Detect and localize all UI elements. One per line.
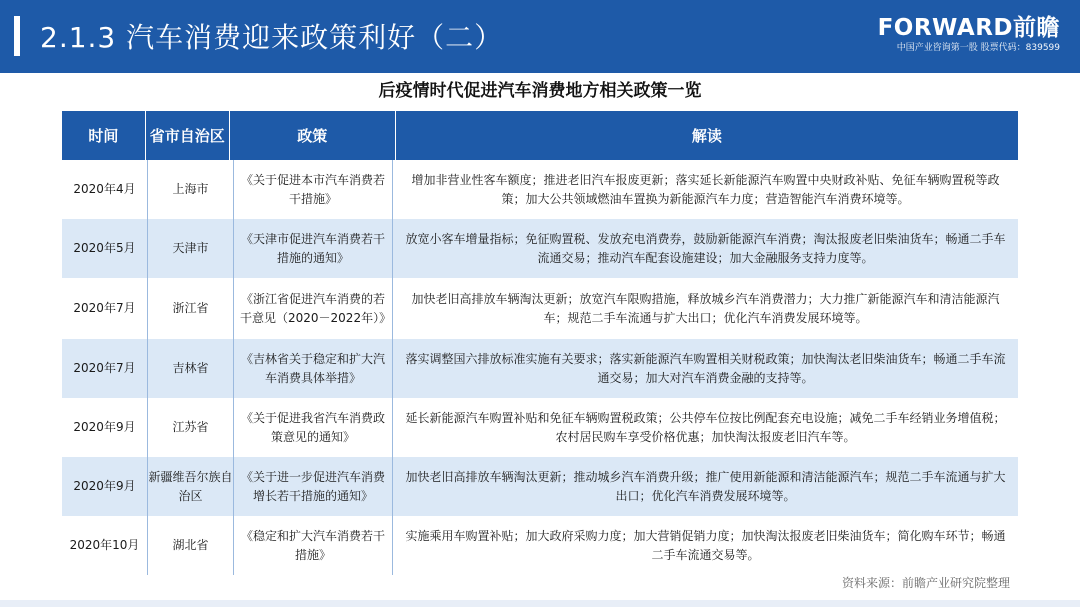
cell-description: 放宽小客车增量指标；免征购置税、发放充电消费券，鼓励新能源汽车消费；淘汰报废老旧柴油货车；畅通二手车流通交易；推动汽车配套设施建设；加大金融服务支持力度等。 (405, 231, 1006, 265)
table-row (62, 516, 1018, 575)
cell-province: 天津市 (148, 219, 234, 278)
column-header-time: 时间 (62, 111, 146, 160)
cell-policy: 《关于促进我省汽车消费政策意见的通知》 (234, 398, 393, 457)
footer-strip (0, 600, 1080, 607)
cell-time: 2020年7月 (62, 339, 148, 398)
brand-tagline: 中国产业咨询第一股 股票代码：839599 (896, 43, 1060, 53)
cell-province: 新疆维吾尔族自治区 (148, 457, 234, 516)
table-header-row (62, 111, 1018, 160)
page-title: 2.1.3 汽车消费迎来政策利好（二） (40, 21, 504, 54)
table-row (62, 457, 1018, 516)
table-row (62, 160, 1018, 219)
cell-time: 2020年10月 (62, 516, 148, 575)
cell-province: 江苏省 (148, 398, 234, 457)
cell-time: 2020年4月 (62, 160, 148, 219)
cell-description: 实施乘用车购置补贴；加大政府采购力度；加大营销促销力度；加快淘汰报废老旧柴油货车；简化购车环节；畅通二手车流通交易等。 (405, 528, 1006, 562)
table-row (62, 339, 1018, 398)
cell-time: 2020年7月 (62, 278, 148, 339)
cell-policy: 《天津市促进汽车消费若干措施的通知》 (234, 219, 393, 278)
table-row (62, 398, 1018, 457)
cell-policy: 《吉林省关于稳定和扩大汽车消费具体举措》 (234, 339, 393, 398)
cell-description: 加快老旧高排放车辆淘汰更新；推动城乡汽车消费升级；推广使用新能源和清洁能源汽车；规范二手车流通与扩大出口；优化汽车消费发展环境等。 (405, 469, 1006, 503)
cell-time: 2020年5月 (62, 219, 148, 278)
cell-policy: 《浙江省促进汽车消费的若干意见（2020－2022年）》 (234, 278, 393, 339)
cell-policy: 《关于促进本市汽车消费若干措施》 (234, 160, 393, 219)
source-note: 资料来源：前瞻产业研究院整理 (841, 576, 1010, 590)
brand-block (878, 14, 1060, 54)
cell-description: 落实调整国六排放标准实施有关要求；落实新能源汽车购置相关财税政策；加快淘汰老旧柴油货车；畅通二手车流通交易；加大对汽车消费金融的支持等。 (405, 351, 1006, 385)
cell-province: 浙江省 (148, 278, 234, 339)
cell-policy: 《关于进一步促进汽车消费增长若干措施的通知》 (234, 457, 393, 516)
cell-province: 吉林省 (148, 339, 234, 398)
cell-policy: 《稳定和扩大汽车消费若干措施》 (234, 516, 393, 575)
cell-province: 上海市 (148, 160, 234, 219)
title-accent-bar (14, 16, 20, 56)
cell-description: 延长新能源汽车购置补贴和免征车辆购置税政策；公共停车位按比例配套充电设施；减免二手车经销业务增值税；农村居民购车享受价格优惠；加快淘汰报废老旧汽车等。 (405, 410, 1006, 444)
header-banner (0, 0, 1080, 73)
brand-logo: FORWARD前瞻 (877, 15, 1060, 41)
policy-table (62, 111, 1018, 575)
table-row (62, 219, 1018, 278)
column-header-policy: 政策 (230, 111, 396, 160)
cell-province: 湖北省 (148, 516, 234, 575)
cell-time: 2020年9月 (62, 457, 148, 516)
column-header-province: 省市自治区 (146, 111, 230, 160)
cell-description: 加快老旧高排放车辆淘汰更新；放宽汽车限购措施，释放城乡汽车消费潜力；大力推广新能源汽车和清洁能源汽车；规范二手车流通与扩大出口；优化汽车消费发展环境等。 (411, 291, 1000, 325)
cell-time: 2020年9月 (62, 398, 148, 457)
table-row (62, 278, 1018, 339)
table-title: 后疫情时代促进汽车消费地方相关政策一览 (378, 81, 702, 101)
column-header-description: 解读 (691, 127, 722, 145)
cell-description: 增加非营业性客车额度；推进老旧汽车报废更新；落实延长新能源汽车购置中央财政补贴、免征车辆购置税等政策；加大公共领域燃油车置换为新能源汽车力度；营造智能汽车消费环境等。 (411, 172, 1000, 206)
